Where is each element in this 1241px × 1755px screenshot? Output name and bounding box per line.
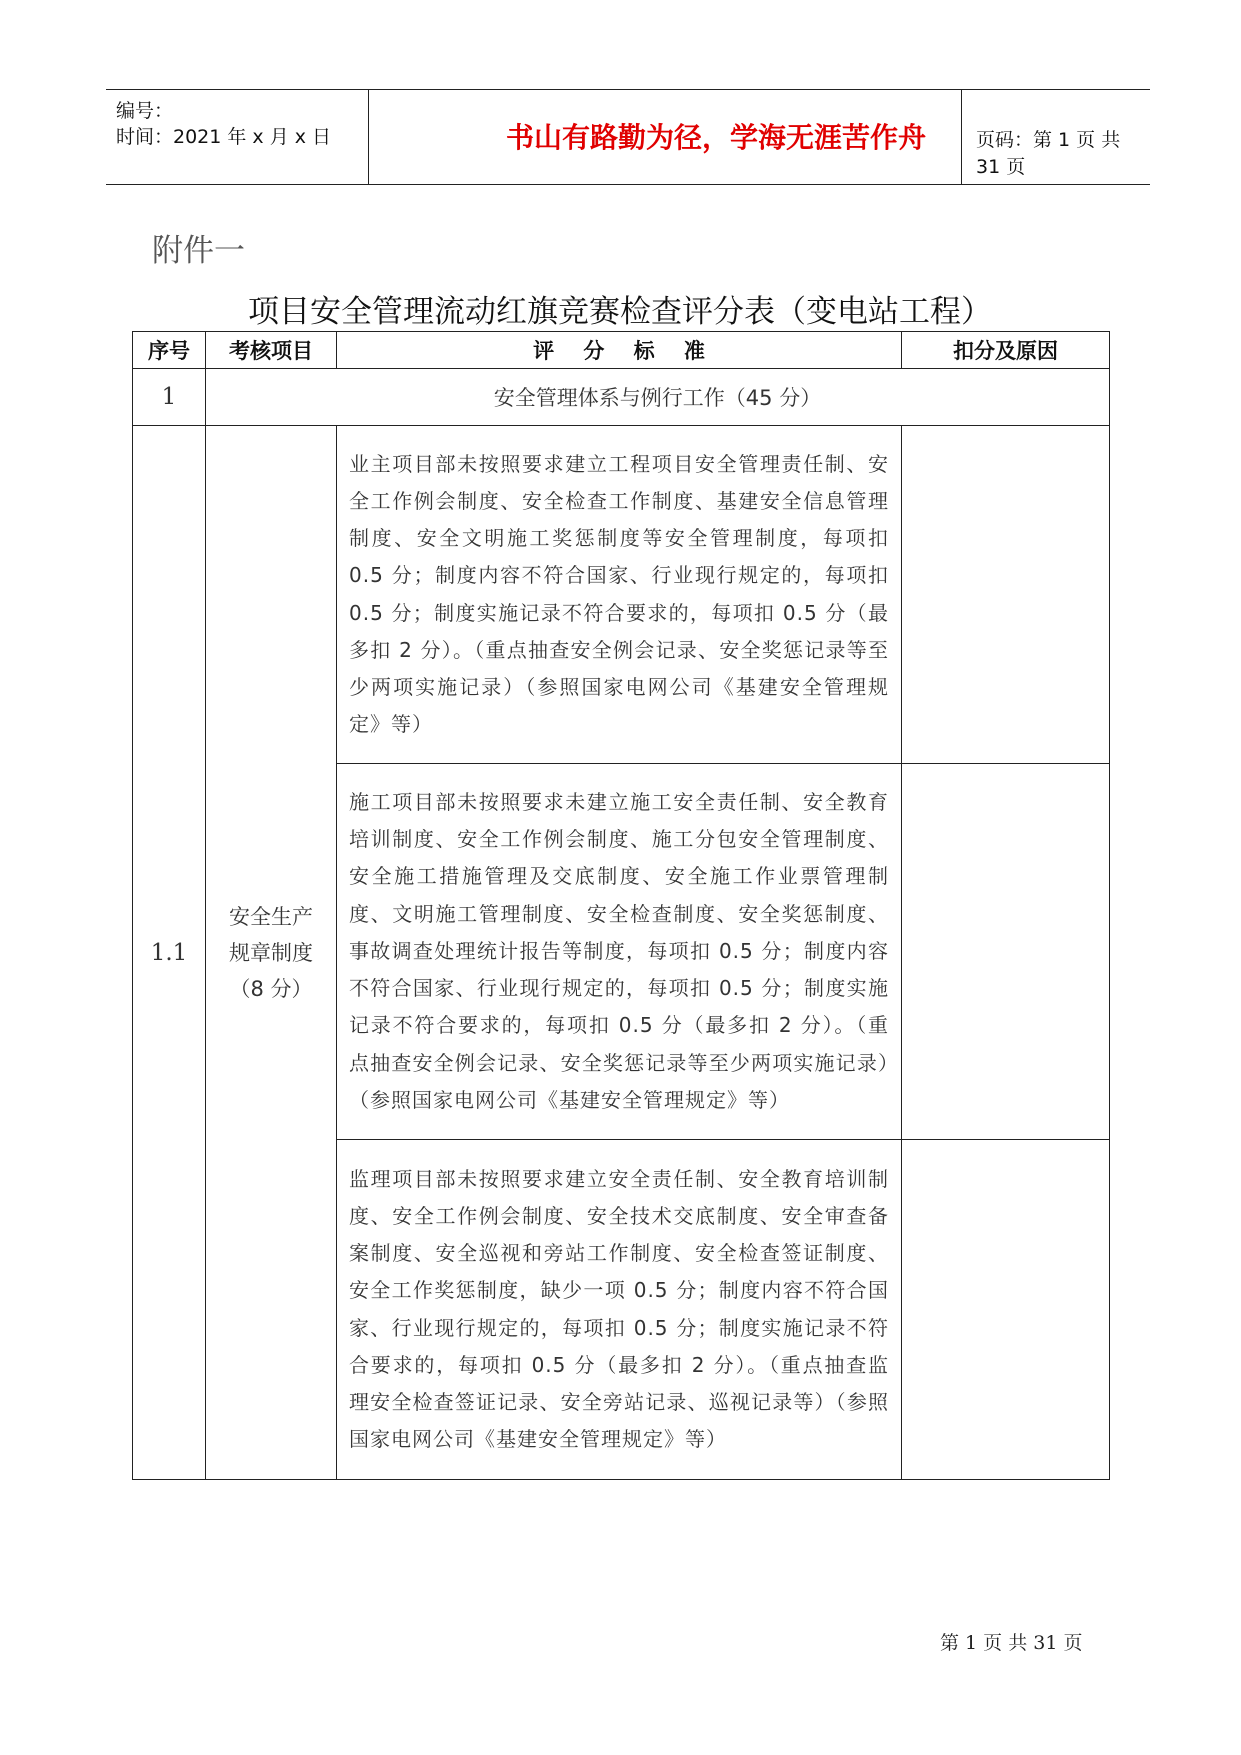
column-header-criteria: 评 分 标 准 [337,332,902,369]
page-header [106,89,1150,185]
header-divider [368,90,369,184]
attachment-label: 附件一 [152,233,245,269]
document-title: 项目安全管理流动红旗竞赛检查评分表（变电站工程） [248,294,992,330]
item-seq: 1.1 [133,426,206,1480]
deduction-cell [902,426,1110,764]
score-table [132,331,1110,1480]
column-header-deduction: 扣分及原因 [902,332,1110,369]
header-divider [961,90,962,184]
item-category-line: 规章制度 [229,940,313,965]
section-title: 安全管理体系与例行工作（45 分） [206,369,1110,426]
header-page-label: 页码：第 1 页 共 31 页 [976,129,1121,178]
document-number-label: 编号： [116,100,174,122]
column-header-item: 考核项目 [206,332,337,369]
document-time-label: 时间：2021 年 x 月 x 日 [116,126,332,148]
section-row [133,369,1110,426]
item-category [206,426,337,1480]
item-category-score: （8 分） [229,976,313,1001]
deduction-cell [902,764,1110,1140]
item-category-line: 安全生产 [229,904,313,929]
criteria-owner: 业主项目部未按照要求建立工程项目安全管理责任制、安全工作例会制度、安全检查工作制度、基建安全信息管理制度、安全文明施工奖惩制度等安全管理制度，每项扣 0.5 分；制度内容不符合国家、行业现行规定的，每项扣 0.5 分；制度实施记录不符合要求的，每项扣 0.5 分（最多扣 2 分）。（重点抽查安全例会记录、安全奖惩记录等至少两项实施记录）（参照国家电网公司《基建安全管理规定》等） [337,426,902,764]
section-seq: 1 [133,369,206,426]
table-header-row [133,332,1110,369]
table-row [133,426,1110,764]
criteria-construction: 施工项目部未按照要求未建立施工安全责任制、安全教育培训制度、安全工作例会制度、施工分包安全管理制度、安全施工措施管理及交底制度、安全施工作业票管理制度、文明施工管理制度、安全检查制度、安全奖惩制度、事故调查处理统计报告等制度，每项扣 0.5 分；制度内容不符合国家、行业现行规定的，每项扣 0.5 分；制度实施记录不符合要求的，每项扣 0.5 分（最多扣 2 分）。（重点抽查安全例会记录、安全奖惩记录等至少两项实施记录）（参照国家电网公司《基建安全管理规定》等） [337,764,902,1140]
deduction-cell [902,1140,1110,1480]
page-footer: 第 1 页 共 31 页 [940,1632,1083,1654]
header-motto: 书山有路勤为径，学海无涯苦作舟 [505,121,926,154]
criteria-supervision: 监理项目部未按照要求建立安全责任制、安全教育培训制度、安全工作例会制度、安全技术交底制度、安全审查备案制度、安全巡视和旁站工作制度、安全检查签证制度、安全工作奖惩制度，缺少一项 0.5 分；制度内容不符合国家、行业现行规定的，每项扣 0.5 分；制度实施记录不符合要求的，每项扣 0.5 分（最多扣 2 分）。（重点抽查监理安全检查签证记录、安全旁站记录、巡视记录等）（参照国家电网公司《基建安全管理规定》等） [337,1140,902,1480]
column-header-seq: 序号 [133,332,206,369]
